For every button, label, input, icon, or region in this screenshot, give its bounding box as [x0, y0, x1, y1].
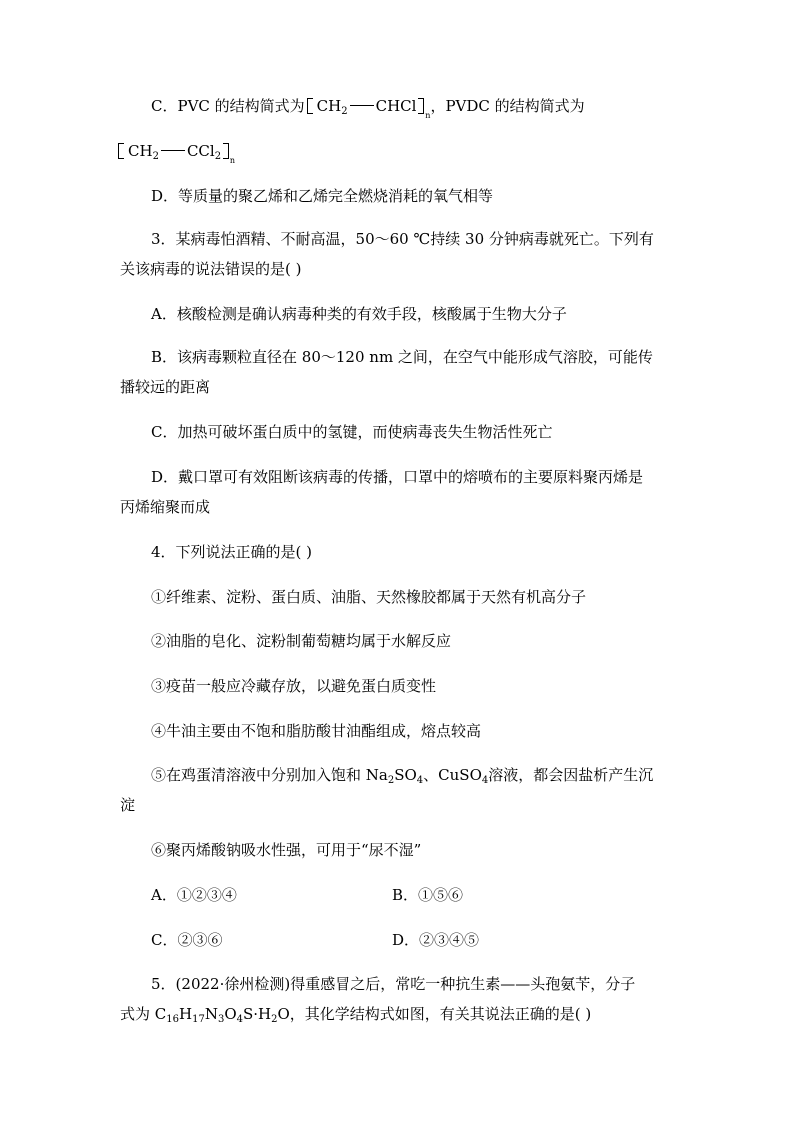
q5-formula-prefix: 式为 C	[120, 1005, 167, 1023]
subscript: 2	[271, 1014, 278, 1025]
q3-stem-line-1: 3．某病毒怕酒精、不耐高温，50～60 ℃持续 30 分钟病毒就死亡。下列有	[151, 230, 654, 248]
q3-option-b-line-2: 播较远的距离	[120, 378, 211, 396]
subscript: 16	[166, 1014, 179, 1025]
element-n: N	[204, 1005, 218, 1023]
pvdc-ccl2: CCl	[186, 142, 215, 160]
polymer-n: n	[425, 111, 431, 120]
subscript: 2	[387, 775, 395, 786]
q2-option-c-middle: ，PVDC 的结构简式为	[430, 97, 585, 115]
q3-option-c: C．加热可破坏蛋白质中的氢键，而使病毒丧失生物活性死亡	[151, 423, 553, 441]
q3-option-d-line-1: D．戴口罩可有效阻断该病毒的传播，口罩中的熔喷布的主要原料聚丙烯是	[151, 468, 644, 486]
q3-stem-line-2: 关该病毒的说法错误的是( )	[120, 260, 302, 278]
element-s-water: S·H	[243, 1005, 272, 1023]
pvc-structural-formula	[305, 96, 431, 120]
q4-s5-suffix: 溶液，都会因盐析产生沉	[488, 766, 654, 784]
q2-option-c	[151, 96, 585, 120]
q4-s5-so: SO	[394, 766, 417, 784]
subscript: 3	[217, 1014, 225, 1025]
single-bond	[161, 150, 185, 151]
q4-statement-3: ③疫苗一般应冷藏存放，以避免蛋白质变性	[151, 677, 437, 695]
q4-statement-4: ④牛油主要由不饱和脂肪酸甘油酯组成，熔点较高	[151, 722, 482, 740]
q4-statement-5-line-1	[151, 765, 653, 785]
single-bond	[350, 105, 374, 106]
q4-statement-5-line-2: 淀	[120, 796, 136, 814]
q4-option-c: C．②③⑥	[151, 931, 223, 949]
pvc-ch2: CH	[316, 97, 342, 115]
subscript: 17	[192, 1014, 205, 1025]
pvdc-ch2: CH	[128, 142, 153, 160]
pvdc-structural-formula	[116, 141, 236, 165]
q5-stem-line-2	[120, 1004, 591, 1024]
subscript: 4	[416, 775, 424, 786]
q4-s5-prefix: ⑤在鸡蛋清溶液中分别加入饱和 Na	[151, 766, 388, 784]
polymer-n: n	[229, 156, 236, 165]
q3-option-b-line-1: B．该病毒颗粒直径在 80～120 nm 之间，在空气中能形成气溶胶，可能传	[151, 348, 653, 366]
q5-stem-line-1: 5．(2022·徐州检测)得重感冒之后，常吃一种抗生素——头孢氨苄，分子	[151, 975, 636, 993]
q4-option-b: B．①⑤⑥	[392, 886, 464, 904]
q4-statement-1: ①纤维素、淀粉、蛋白质、油脂、天然橡胶都属于天然有机高分子	[151, 588, 587, 606]
pvdc-line	[116, 141, 236, 165]
pvdc-subscript: 2	[214, 151, 222, 162]
q2-option-d: D．等质量的聚乙烯和乙烯完全燃烧消耗的氧气相等	[151, 187, 494, 205]
element-h: H	[178, 1005, 193, 1023]
pvdc-subscript: 2	[152, 151, 159, 162]
q4-option-a: A．①②③④	[151, 886, 237, 904]
q3-option-d-line-2: 丙烯缩聚而成	[120, 498, 211, 516]
subscript: 4	[236, 1014, 243, 1025]
q3-option-a: A．核酸检测是确认病毒种类的有效手段，核酸属于生物大分子	[151, 305, 567, 323]
q4-stem: 4．下列说法正确的是( )	[151, 543, 313, 561]
q4-option-d: D．②③④⑤	[392, 931, 480, 949]
q4-s5-cuso: 、CuSO	[423, 766, 482, 784]
q5-formula-suffix: O，其化学结构式如图，有关其说法正确的是( )	[277, 1005, 592, 1023]
pvc-subscript: 2	[341, 106, 348, 117]
q4-statement-2: ②油脂的皂化、淀粉制葡萄糖均属于水解反应	[151, 632, 452, 650]
element-o: O	[224, 1005, 237, 1023]
pvc-chcl: CHCl	[375, 97, 417, 115]
q4-statement-6: ⑥聚丙烯酸钠吸水性强，可用于“尿不湿”	[151, 841, 422, 859]
subscript: 4	[481, 775, 489, 786]
q2-option-c-prefix: C．PVC 的结构简式为	[151, 97, 305, 115]
